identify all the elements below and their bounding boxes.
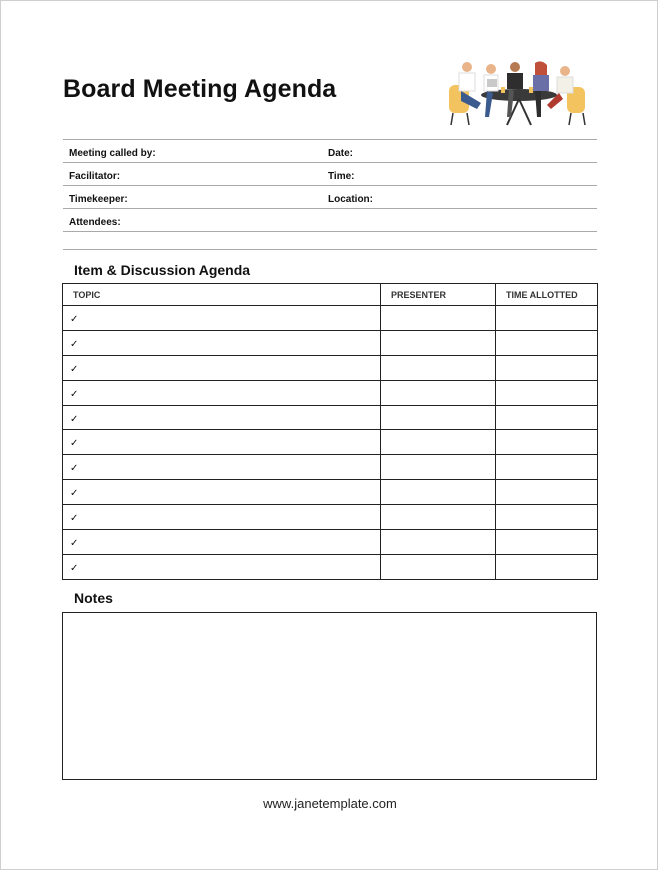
presenter-cell[interactable] (381, 355, 496, 380)
time-allotted-column-header: TIME ALLOTTED (496, 284, 598, 306)
checkmark-icon: ✓ (70, 413, 79, 425)
time-allotted-cell[interactable] (496, 405, 598, 430)
date-label: Date: (328, 148, 354, 159)
table-row (63, 405, 598, 430)
table-row (63, 330, 598, 355)
time-allotted-cell[interactable] (496, 430, 598, 455)
table-row (63, 505, 598, 530)
topic-cell[interactable] (63, 405, 381, 430)
checkmark-icon: ✓ (70, 338, 79, 350)
presenter-cell[interactable] (381, 554, 496, 579)
presenter-cell[interactable] (381, 530, 496, 555)
info-row (63, 139, 597, 162)
presenter-cell[interactable] (381, 455, 496, 480)
table-row (63, 480, 598, 505)
checkmark-icon: ✓ (70, 313, 79, 325)
topic-cell[interactable] (63, 455, 381, 480)
topic-column-header: TOPIC (63, 284, 381, 306)
topic-cell[interactable] (63, 480, 381, 505)
presenter-cell[interactable] (381, 306, 496, 331)
page-title: Board Meeting Agenda (63, 75, 337, 103)
topic-cell[interactable] (63, 505, 381, 530)
attendees-label: Attendees: (69, 217, 121, 228)
table-row (63, 455, 598, 480)
footer-website: www.janetemplate.com (263, 796, 397, 811)
checkmark-icon: ✓ (70, 438, 79, 450)
time-allotted-cell[interactable] (496, 480, 598, 505)
topic-cell[interactable] (63, 554, 381, 579)
info-row (63, 162, 597, 185)
location-label: Location: (328, 194, 373, 205)
checkmark-icon: ✓ (70, 463, 79, 475)
time-allotted-cell[interactable] (496, 505, 598, 530)
checkmark-icon: ✓ (70, 562, 79, 574)
agenda-body (63, 306, 598, 580)
agenda-heading: Item & Discussion Agenda (74, 262, 251, 278)
timekeeper-label: Timekeeper: (69, 194, 128, 205)
presenter-cell[interactable] (381, 405, 496, 430)
topic-cell[interactable] (63, 355, 381, 380)
time-allotted-cell[interactable] (496, 455, 598, 480)
section-divider (63, 249, 597, 250)
checkmark-icon: ✓ (70, 488, 79, 500)
topic-cell[interactable] (63, 430, 381, 455)
info-row (63, 208, 597, 232)
topic-cell[interactable] (63, 380, 381, 405)
presenter-cell[interactable] (381, 505, 496, 530)
presenter-cell[interactable] (381, 430, 496, 455)
notes-heading: Notes (74, 590, 113, 606)
presenter-cell[interactable] (381, 380, 496, 405)
table-row (63, 355, 598, 380)
checkmark-icon: ✓ (70, 388, 79, 400)
table-row (63, 380, 598, 405)
time-allotted-cell[interactable] (496, 380, 598, 405)
presenter-cell[interactable] (381, 480, 496, 505)
meeting-called-by-label: Meeting called by: (69, 148, 156, 159)
topic-cell[interactable] (63, 330, 381, 355)
facilitator-label: Facilitator: (69, 171, 121, 182)
checkmark-icon: ✓ (70, 537, 79, 549)
table-row (63, 554, 598, 579)
topic-cell[interactable] (63, 530, 381, 555)
time-allotted-cell[interactable] (496, 355, 598, 380)
table-row (63, 306, 598, 331)
time-allotted-cell[interactable] (496, 330, 598, 355)
agenda-header-row (63, 284, 598, 306)
agenda-table (62, 283, 598, 580)
table-row (63, 430, 598, 455)
presenter-cell[interactable] (381, 330, 496, 355)
checkmark-icon: ✓ (70, 513, 79, 525)
table-row (63, 530, 598, 555)
topic-cell[interactable] (63, 306, 381, 331)
presenter-column-header: PRESENTER (381, 284, 496, 306)
time-label: Time: (328, 171, 355, 182)
time-allotted-cell[interactable] (496, 530, 598, 555)
time-allotted-cell[interactable] (496, 306, 598, 331)
meeting-info-table (63, 139, 597, 232)
time-allotted-cell[interactable] (496, 554, 598, 579)
checkmark-icon: ✓ (70, 363, 79, 375)
info-row (63, 185, 597, 208)
notes-box[interactable] (62, 612, 597, 780)
board-meeting-illustration (447, 59, 587, 127)
